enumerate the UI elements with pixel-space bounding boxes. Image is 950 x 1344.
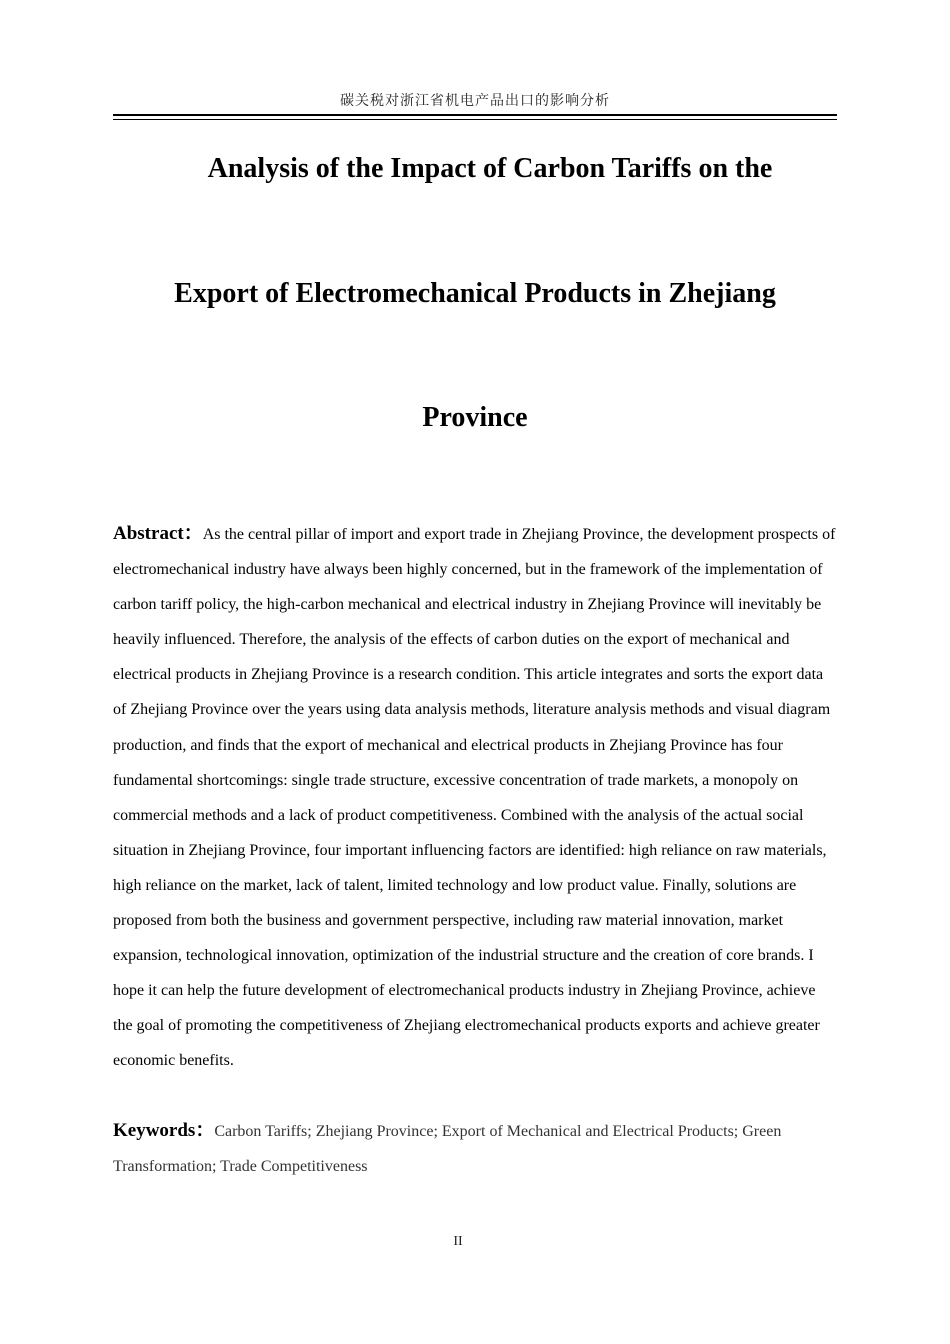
abstract-label: Abstract：	[113, 523, 203, 544]
keywords-label: Keywords：	[113, 1120, 215, 1141]
abstract-section	[113, 516, 837, 1079]
running-header: 碳关税对浙江省机电产品出口的影响分析	[340, 94, 610, 109]
abstract-text: As the central pillar of import and export trade in Zhejiang Province, the development prospects of electromechanical industry have always been highly concerned, but in the framework of the implementation of carbon tariff policy, the high-carbon mechanical and electrical industry in Zhejiang Province will inevitably be heavily influenced. Therefore, the analysis of the effects of carbon duties on the export of mechanical and electrical products in Zhejiang Province is a research condition. This article integrates and sorts the export data of Zhejiang Province over the years using data analysis methods, literature analysis methods and visual diagram production, and finds that the export of mechanical and electrical products in Zhejiang Province has four fundamental shortcomings: single trade structure, excessive concentration of trade markets, a monopoly on commercial methods and a lack of product competitiveness. Combined with the analysis of the actual social situation in Zhejiang Province, four important influencing factors are identified: high reliance on raw materials, high reliance on the market, lack of talent, limited technology and low product value. Finally, solutions are proposed from both the business and government perspective, including raw material innovation, market expansion, technological innovation, optimization of the industrial structure and the creation of core brands. I hope it can help the future development of electromechanical products industry in Zhejiang Province, achieve the goal of promoting the competitiveness of Zhejiang electromechanical products exports and achieve greater economic benefits.	[113, 526, 836, 1070]
title-line-1: Analysis of the Impact of Carbon Tariffs on the	[207, 153, 773, 184]
page-number: II	[453, 1234, 463, 1249]
title-line-3: Province	[422, 402, 528, 433]
title-line-2: Export of Electromechanical Products in Zhejiang	[174, 278, 776, 309]
header-rule-thin	[113, 119, 837, 120]
header-rule-thick	[113, 114, 837, 116]
keywords-text: Carbon Tariffs; Zhejiang Province; Export of Mechanical and Electrical Products; Green Transformation; Trade Competitiveness	[113, 1123, 782, 1175]
keywords-section	[113, 1113, 837, 1184]
